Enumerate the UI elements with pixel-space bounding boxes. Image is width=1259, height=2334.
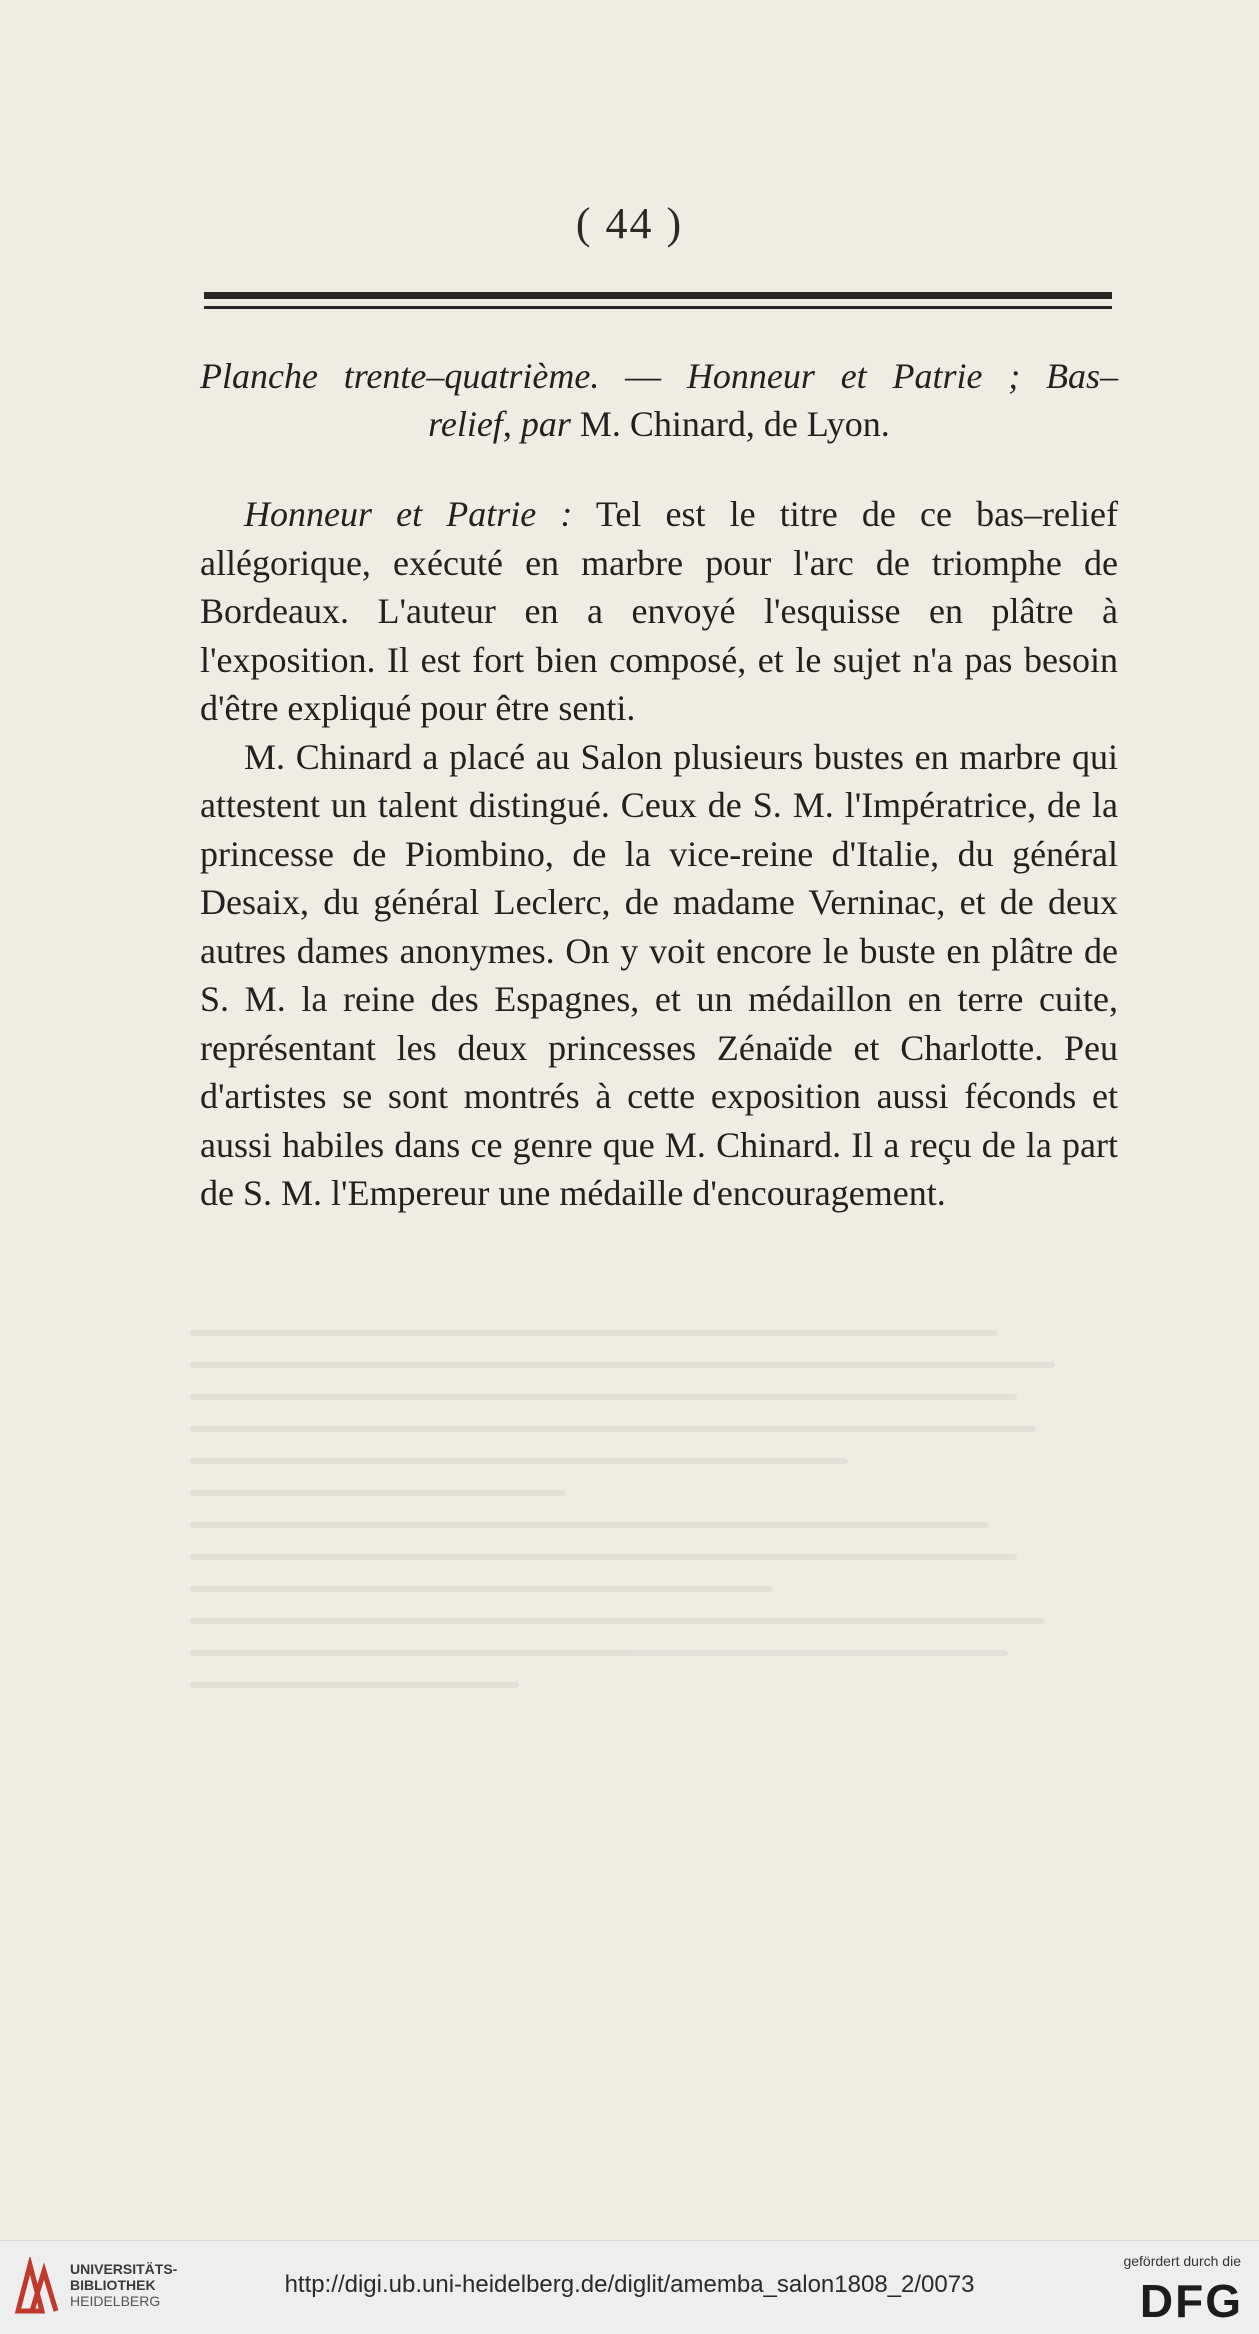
body-text [200, 490, 1118, 1218]
permalink-url[interactable]: http://digi.ub.uni-heidelberg.de/diglit/amemba_salon1808_2/0073 [284, 2271, 975, 2298]
viewer-footer [0, 2240, 1259, 2334]
paragraph-1-text: Tel est le titre de ce bas–relief allégorique, exécuté en marbre pour l'arc de triomphe de Bordeaux. L'auteur en a envoyé l'esquisse en plâtre à l'exposition. Il est fort bien composé, et le sujet n'a pas besoin d'être expliqué pour être senti. [200, 494, 1118, 728]
heading-plate-label: Planche trente–quatrième. [200, 356, 600, 396]
heading-line-1 [200, 352, 1118, 400]
heading-par: par [520, 404, 571, 444]
sponsor-caption: gefördert durch die [1123, 2253, 1241, 2269]
library-name-line-1: UNIVERSITÄTS- [70, 2261, 178, 2277]
paragraph-2: M. Chinard a placé au Salon plusieurs bustes en marbre qui attestent un talent distingué. Ceux de S. M. l'Impératrice, de la princesse de Piombino, de la vice-reine d'Italie, du général Desaix, du général Leclerc, de madame Verninac, et de deux autres dames anonymes. On y voit encore le buste en plâtre de S. M. la reine des Espagnes, et un médaillon en terre cuite, représentant les deux princesses Zénaïde et Charlotte. Peu d'artistes se sont montrés à cette exposition aussi féconds et aussi habiles dans ce genre que M. Chinard. Il a reçu de la part de S. M. l'Empereur une médaille d'encouragement. [200, 736, 1118, 1213]
heading-line-2 [200, 400, 1118, 448]
library-name-line-2: BIBLIOTHEK [70, 2277, 156, 2293]
heading-title-end: relief [428, 404, 503, 444]
paragraph-1-title: Honneur et Patrie : [244, 494, 573, 534]
dfg-logo: DFG [1139, 2275, 1243, 2327]
plate-heading [200, 352, 1118, 448]
heading-dash: — [599, 356, 687, 396]
heading-separator: , [502, 404, 521, 444]
bleed-through-shadow [190, 1330, 1130, 1810]
library-name-line-3: HEIDELBERG [70, 2293, 161, 2309]
header-rule-thick [204, 292, 1112, 299]
heading-author: M. Chinard, de Lyon. [570, 404, 890, 444]
paragraph-1 [200, 490, 1118, 733]
page-number: ( 44 ) [575, 199, 684, 248]
header-rule-thin [204, 306, 1112, 309]
heading-title: Honneur et Patrie ; Bas– [686, 356, 1119, 396]
